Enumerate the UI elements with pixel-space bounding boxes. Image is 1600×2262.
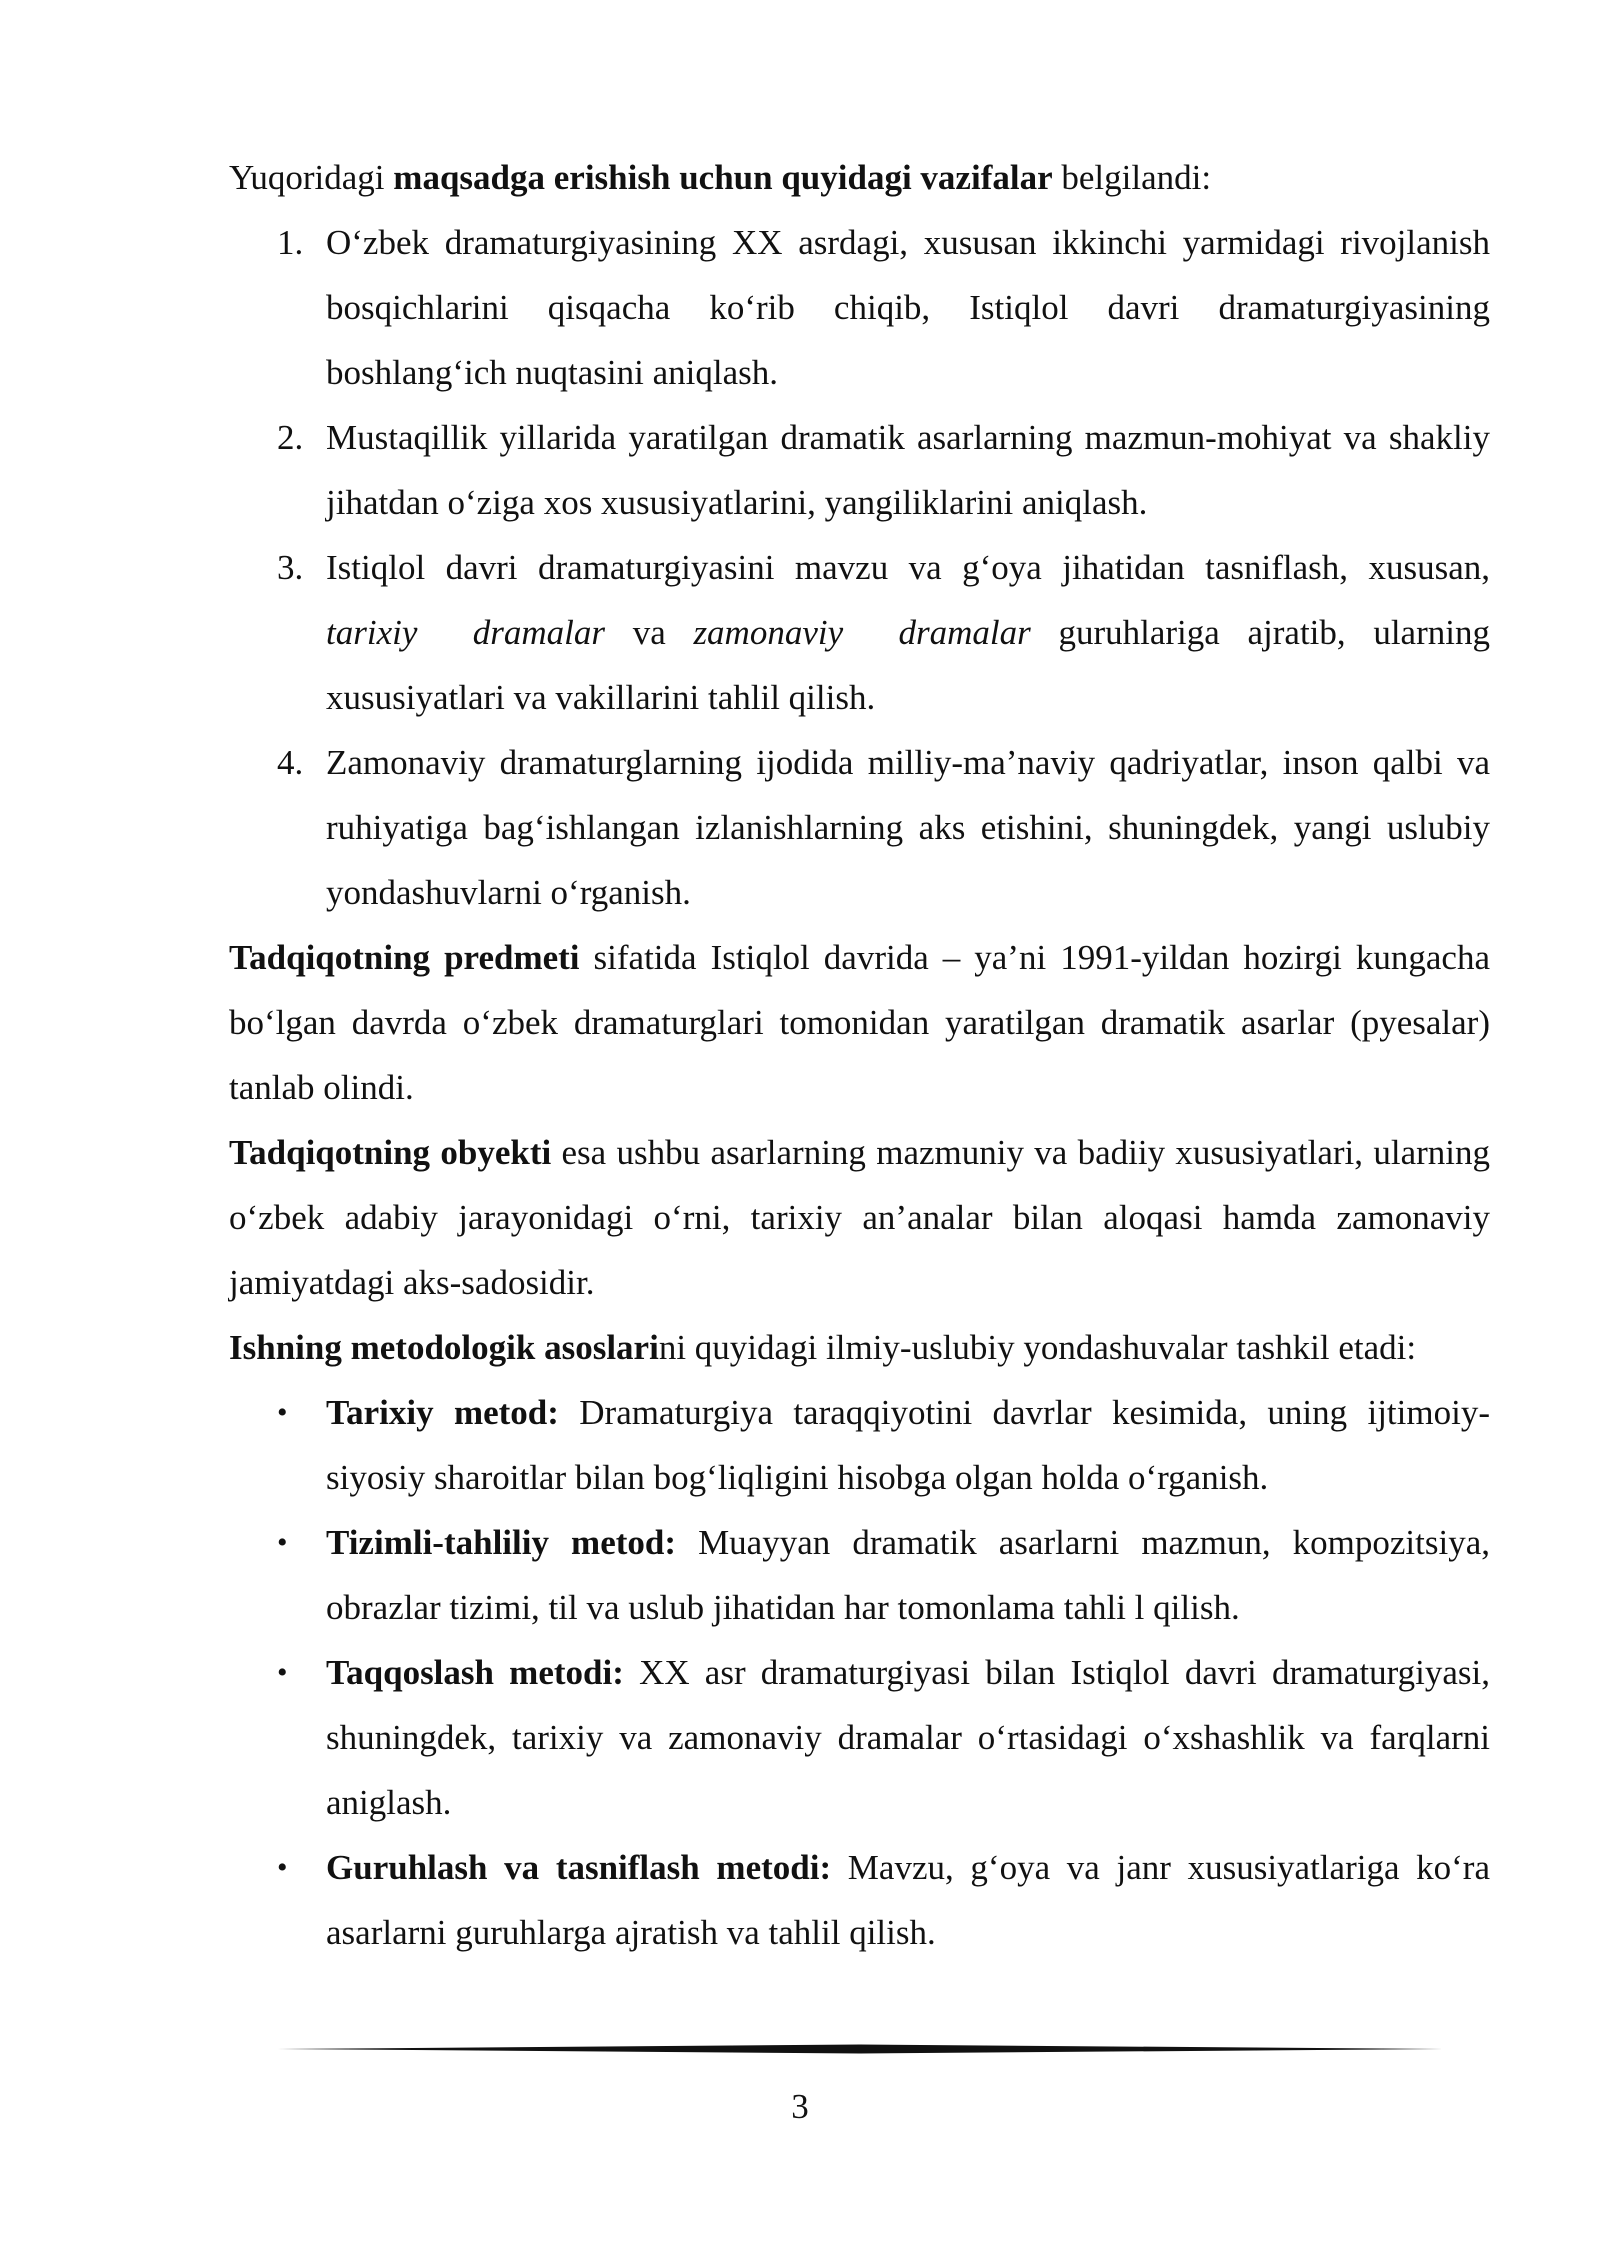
list-item: 1. O‘zbek dramaturgiyasining XX asrdagi, xususan ikkinchi yarmidagi rivojlanish bosqichlarini qisqacha ko‘rib chiqib, Istiqlol davri dramaturgiyasining boshlang‘ich nuqtasini aniqlash. [277,223,1490,392]
tasks-list [229,210,1490,925]
intro-paragraph: Yuqoridagi maqsadga erishish uchun quyidagi vazifalar belgilandi: [229,158,1212,197]
list-item: • Tarixiy metod: Dramaturgiya taraqqiyotini davrlar kesimida, uning ijtimoiy-siyosiy sharoitlar bilan bog‘liqligini hisobga olgan holda o‘rganish. [229,1380,1490,1510]
list-item: 2. Mustaqillik yillarida yaratilgan dramatik asarlarning mazmun-mohiyat va shakliy jihatdan o‘ziga xos xususiyatlarini, yangiliklarini aniqlash. [277,418,1490,522]
predmet-paragraph: Tadqiqotning predmeti sifatida Istiqlol davrida – ya’ni 1991-yildan hozirgi kungacha bo‘lgan davrda o‘zbek dramaturglari tomonidan yaratilgan dramatik asarlar (pyesalar) tanlab olindi. [229,938,1490,1107]
bullet-icon: • [277,1656,288,1689]
bullet-icon: • [277,1396,288,1429]
list-item: 4. Zamonaviy dramaturglarning ijodida milliy-ma’naviy qadriyatlar, inson qalbi va ruhiyatiga bag‘ishlangan izlanishlarning aks etishini, shuningdek, yangi uslubiy yondashuvlarni o‘rganish. [277,743,1490,912]
footer-divider [278,2044,1443,2054]
intro-bold: maqsadga erishish uchun quyidagi vazifalar [393,158,1053,197]
methods-list [229,1380,1490,1965]
bullet-icon: • [277,1851,288,1884]
bullet-icon: • [277,1526,288,1559]
document-body [229,145,1490,1965]
list-item: • Taqqoslash metodi: XX asr dramaturgiyasi bilan Istiqlol davri dramaturgiyasi, shuningdek, tarixiy va zamonaviy dramalar o‘rtasidagi o‘xshashlik va farqlarni aniglash. [229,1640,1490,1835]
list-item: • Guruhlash va tasniflash metodi: Mavzu, g‘oya va janr xususiyatlariga ko‘ra asarlarni guruhlarga ajratish va tahlil qilish. [229,1835,1490,1965]
obyekt-paragraph: Tadqiqotning obyekti esa ushbu asarlarning mazmuniy va badiiy xususiyatlari, ularning o‘zbek adabiy jarayonidagi o‘rni, tarixiy an’analar bilan aloqasi hamda zamonaviy jamiyatdagi aks-sadosidir. [229,1133,1490,1302]
page-number: 3 [791,2087,809,2126]
metod-paragraph: Ishning metodologik asoslarini quyidagi ilmiy-uslubiy yondashuvalar tashkil etadi: [229,1328,1417,1367]
list-item: • Tizimli-tahliliy metod: Muayyan dramatik asarlarni mazmun, kompozitsiya, obrazlar tizimi, til va uslub jihatidan har tomonlama tahli l qilish. [229,1510,1490,1640]
list-item: 3. Istiqlol davri dramaturgiyasini mavzu va g‘oya jihatidan tasniflash, xususan, tarixiy dramalar va zamonaviy dramalar guruhlariga ajratib, ularning xususiyatlari va vakillarini tahlil qilish. [277,548,1490,717]
